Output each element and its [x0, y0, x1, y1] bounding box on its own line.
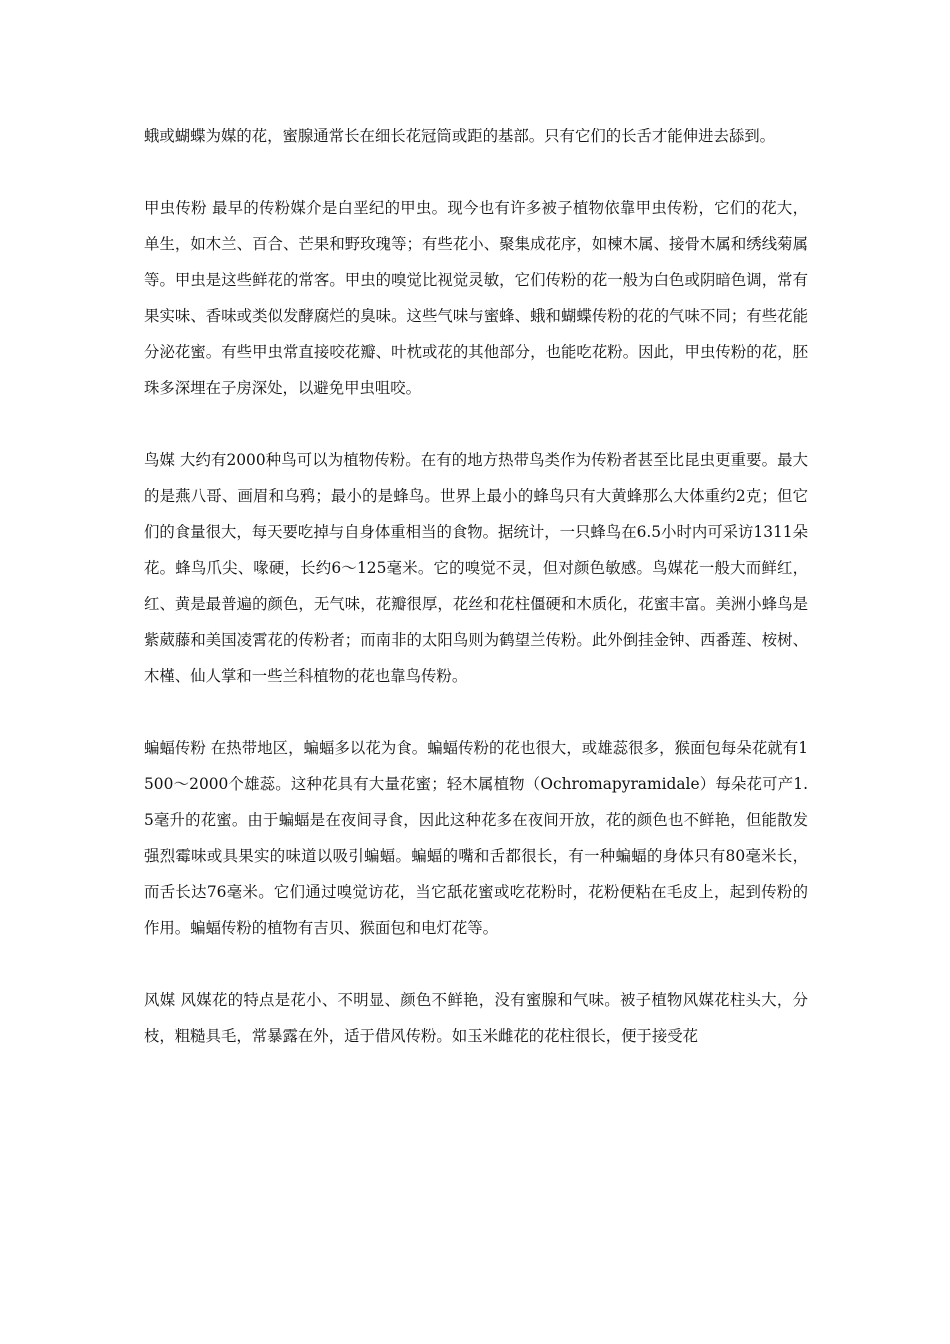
- paragraph-bat-pollination: 蝙蝠传粉 在热带地区，蝙蝠多以花为食。蝙蝠传粉的花也很大，或雄蕊很多，猴面包每朵花就有1500～2000个雄蕊。这种花具有大量花蜜；轻木属植物（Ochromapyramidale）每朵花可产1.5毫升的花蜜。由于蝙蝠是在夜间寻食，因此这种花多在夜间开放，花的颜色也不鲜艳，但能散发强烈霉味或具果实的味道以吸引蝙蝠。蝙蝠的嘴和舌都很长，有一种蝙蝠的身体只有80毫米长，而舌长达76毫米。它们通过嗅觉访花，当它舐花蜜或吃花粉时，花粉便粘在毛皮上，起到传粉的作用。蝙蝠传粉的植物有吉贝、猴面包和电灯花等。: [144, 739, 808, 937]
- paragraph-beetle-pollination: 甲虫传粉 最早的传粉媒介是白垩纪的甲虫。现今也有许多被子植物依靠甲虫传粉，它们的花大，单生，如木兰、百合、芒果和野玫瑰等；有些花小、聚集成花序，如楝木属、接骨木属和绣线菊属等。甲虫是这些鲜花的常客。甲虫的嗅觉比视觉灵敏，它们传粉的花一般为白色或阴暗色调，常有果实味、香味或类似发酵腐烂的臭味。这些气味与蜜蜂、蛾和蝴蝶传粉的花的气味不同；有些花能分泌花蜜。有些甲虫常直接咬花瓣、叶枕或花的其他部分，也能吃花粉。因此，甲虫传粉的花，胚珠多深埋在子房深处，以避免甲虫咀咬。: [144, 199, 808, 397]
- document-body: [144, 118, 808, 1054]
- paragraph-bird-pollination: 鸟媒 大约有2000种鸟可以为植物传粉。在有的地方热带鸟类作为传粉者甚至比昆虫更重要。最大的是燕八哥、画眉和乌鸦；最小的是蜂鸟。世界上最小的蜂鸟只有大黄蜂那么大体重约2克；但它们的食量很大，每天要吃掉与自身体重相当的食物。据统计，一只蜂鸟在6.5小时内可采访1311朵花。蜂鸟爪尖、喙硬，长约6～125毫米。它的嗅觉不灵，但对颜色敏感。鸟媒花一般大而鲜红，红、黄是最普遍的颜色，无气味，花瓣很厚，花丝和花柱僵硬和木质化，花蜜丰富。美洲小蜂鸟是紫葳藤和美国凌霄花的传粉者；而南非的太阳鸟则为鹤望兰传粉。此外倒挂金钟、西番莲、桉树、木槿、仙人掌和一些兰科植物的花也靠鸟传粉。: [144, 451, 808, 685]
- paragraph-wind-pollination: 风媒 风媒花的特点是花小、不明显、颜色不鲜艳，没有蜜腺和气味。被子植物风媒花柱头大，分枝，粗糙具毛，常暴露在外，适于借风传粉。如玉米雌花的花柱很长，便于接受花: [144, 991, 808, 1045]
- paragraph-moth-butterfly: 蛾或蝴蝶为媒的花，蜜腺通常长在细长花冠筒或距的基部。只有它们的长舌才能伸进去舔到。: [144, 127, 776, 145]
